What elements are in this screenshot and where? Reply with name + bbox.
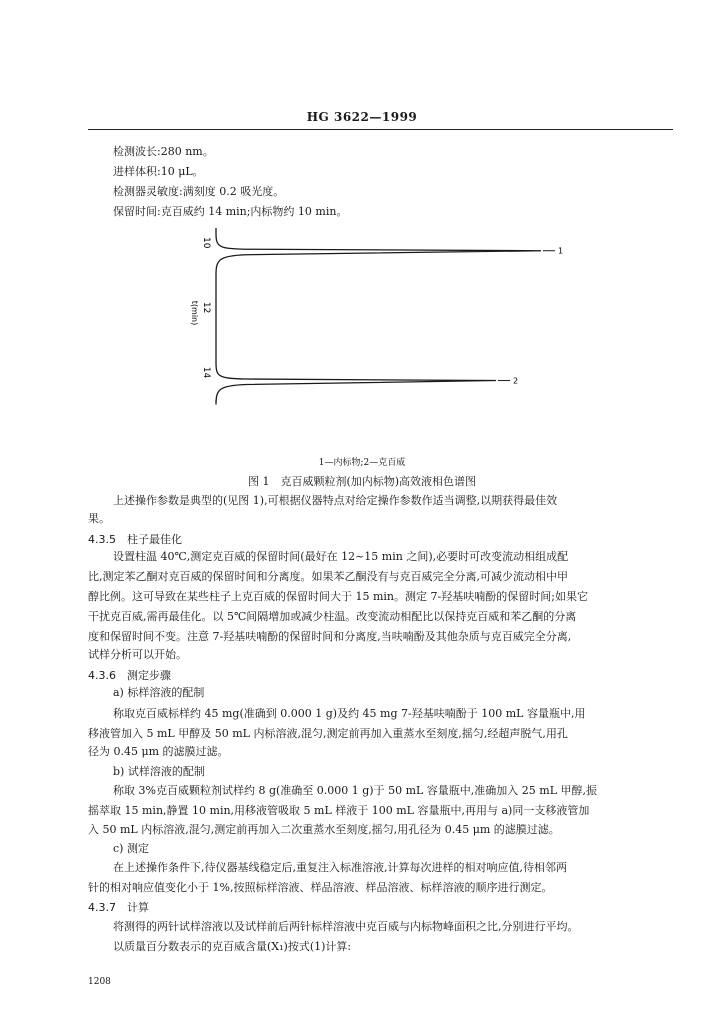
section-4-3-7-title: 4.3.7 计算 (88, 901, 149, 914)
intro-line-2: 果。 (88, 512, 110, 525)
axis-label-time: t(min) (190, 300, 199, 326)
sec436a-line: 径为 0.45 μm 的滤膜过滤。 (88, 745, 229, 758)
sec436b-line: 入 50 mL 内标溶液,混匀,测定前再加入二次重蒸水至刻度,摇匀,用孔径为 0.45 μm 的滤膜过滤。 (88, 823, 560, 836)
sec435-line: 设置柱温 40℃,测定克百威的保留时间(最好在 12~15 min 之间),必要时可改变流动相组成配 (113, 550, 569, 563)
subsection-c-title: c) 测定 (113, 842, 149, 855)
axis-tick-label: 12 (201, 301, 211, 314)
section-4-3-5-title: 4.3.5 柱子最佳化 (88, 533, 182, 546)
sec437-line: 将测得的两针试样溶液以及试样前后两针标样溶液中克百威与内标物峰面积之比,分别进行平均。 (113, 920, 579, 933)
sec436b-line: 称取 3%克百威颗粒剂试样约 8 g(准确至 0.000 1 g)于 50 mL 容量瓶中,准确加入 25 mL 甲醇,振 (113, 784, 598, 797)
document-header: HG 3622—1999 (306, 110, 418, 124)
condition-detector-sensitivity: 检测器灵敏度:满刻度 0.2 吸光度。 (113, 185, 285, 198)
chromatogram-trace (216, 228, 541, 405)
sec435-line: 干扰克百威,需再最佳化。以 5℃间隔增加或减少柱温。改变流动相配比以保持克百威和苯乙酮的分离 (88, 610, 577, 623)
subsection-a-title: a) 标样溶液的配制 (113, 686, 205, 699)
sec435-line: 比,测定苯乙酮对克百威的保留时间和分离度。如果苯乙酮没有与克百威完全分离,可减少流动相中甲 (88, 570, 568, 583)
sec436c-line: 在上述操作条件下,待仪器基线稳定后,重复注入标准溶液,计算每次进样的相对响应值,待相邻两 (113, 861, 567, 874)
intro-line-1: 上述操作参数是典型的(见图 1),可根据仪器特点对给定操作参数作适当调整,以期获得最佳效 (113, 494, 558, 507)
axis-tick-label: 10 (201, 236, 211, 249)
condition-retention-time: 保留时间:克百威约 14 min;内标物约 10 min。 (113, 205, 348, 218)
subsection-b-title: b) 试样溶液的配制 (113, 765, 205, 778)
sec437-line: 以质量百分数表示的克百威含量(X₁)按式(1)计算: (113, 940, 352, 953)
sec435-line: 醇比例。这可导致在某些柱子上克百威的保留时间大于 15 min。测定 7-羟基呋喃酚的保留时间;如果它 (88, 590, 588, 603)
condition-wavelength: 检测波长:280 nm。 (113, 145, 214, 158)
sec435-line: 度和保留时间不变。注意 7-羟基呋喃酚的保留时间和分离度,当呋喃酚及其他杂质与克百威完全分离, (88, 630, 572, 643)
sec436b-line: 摇萃取 15 min,静置 10 min,用移液管吸取 5 mL 样液于 100 mL 容量瓶中,再用与 a)同一支移液管加 (88, 804, 590, 817)
header-rule (88, 129, 673, 130)
sec436c-line: 针的相对响应值变化小于 1%,按照标样溶液、样品溶液、样品溶液、标样溶液的顺序进行测定。 (88, 881, 553, 894)
condition-injection-volume: 进样体积:10 μL。 (113, 165, 204, 178)
sec436a-line: 移液管加入 5 mL 甲醇及 50 mL 内标溶液,混匀,测定前再加入重蒸水至刻度,摇匀,经超声脱气,用孔 (88, 727, 568, 740)
chromatogram-figure (170, 225, 564, 410)
page-number: 1208 (88, 977, 111, 987)
sec436a-line: 称取克百威标样约 45 mg(准确到 0.000 1 g)及约 45 mg 7-羟基呋喃酚于 100 mL 容量瓶中,用 (113, 707, 586, 720)
section-4-3-6-title: 4.3.6 测定步骤 (88, 669, 171, 682)
sec435-line: 试样分析可以开始。 (88, 648, 187, 661)
figure-legend: 1—内标物;2—克百威 (318, 458, 406, 468)
figure-caption: 图 1 克百威颗粒剂(加内标物)高效液相色谱图 (247, 475, 477, 488)
peak-label: 2 (513, 376, 519, 386)
peak-label: 1 (558, 246, 564, 256)
axis-tick-label: 14 (201, 366, 211, 379)
